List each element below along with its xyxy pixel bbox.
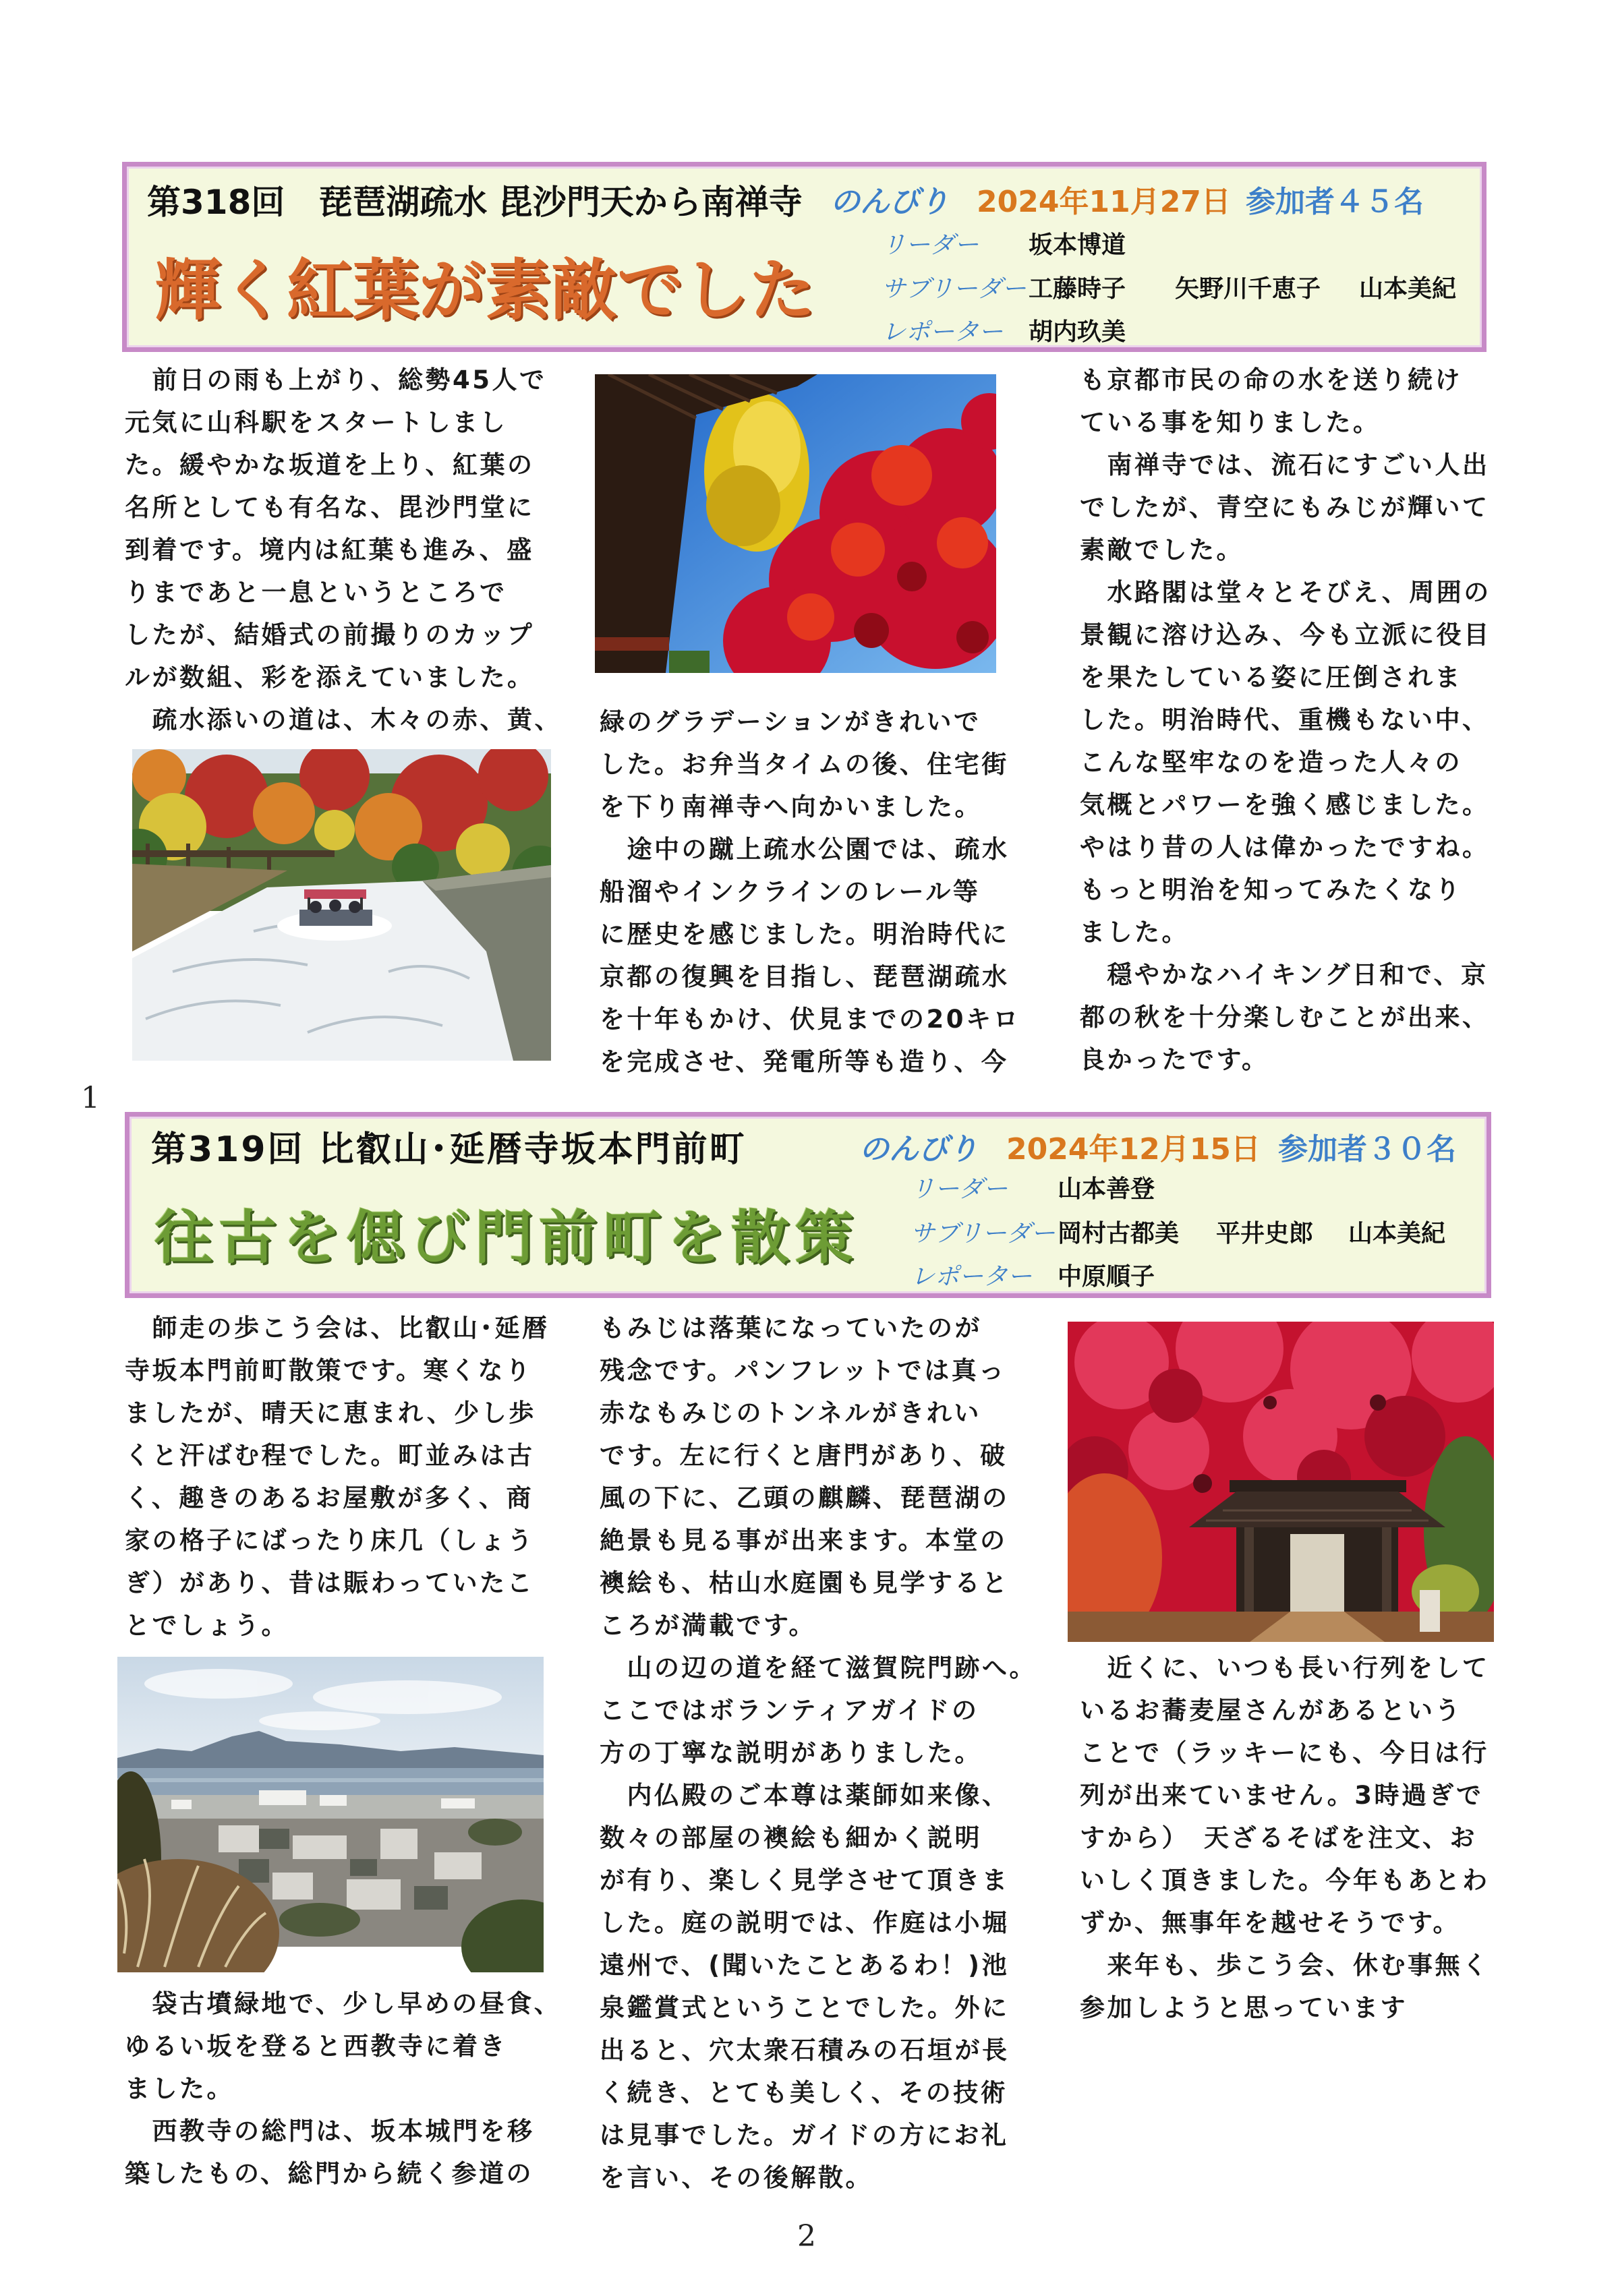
sub-leader-name: 岡村古都美 (1058, 1220, 1180, 1247)
text-line: やはり昔の人は偉かったですね。 (1080, 833, 1490, 862)
text-line: 到着です。境内は紅葉も進み、盛 (125, 535, 534, 564)
reporter-name: 胡内玖美 (1029, 318, 1126, 346)
text-line: 水路閣は堂々とそびえ、周囲の (1080, 578, 1491, 607)
text-line: りまであと一息というところで (125, 578, 507, 607)
text-line: ことで（ラッキーにも、今日は行 (1080, 1738, 1489, 1767)
text-line: ました。 (125, 2074, 234, 2103)
text-line: もっと明治を知ってみたくなり (1080, 875, 1462, 904)
article-1-participants: 参加者４５名 (1246, 185, 1424, 219)
article-2-date: 2024年12月15日 (1006, 1132, 1261, 1167)
text-line: 山の辺の道を経て滋賀院門跡へ。 (600, 1653, 1037, 1682)
sub-leader-name: 山本美紀 (1348, 1220, 1446, 1247)
text-line: を下り南禅寺へ向かいました。 (600, 792, 982, 821)
article-2-column-2-text (600, 1307, 1065, 2199)
text-line: ましたが、晴天に恵まれ、少し歩 (125, 1399, 536, 1427)
text-line: 西教寺の総門は、坂本城門を移 (125, 2117, 535, 2146)
text-line: 景観に溶け込み、今も立派に役目 (1080, 620, 1491, 649)
reporter-label: レポーター (882, 318, 1004, 346)
text-line: 参加しようと思っています (1080, 1993, 1408, 2022)
sub-leader-name: 矢野川千恵子 (1175, 275, 1321, 303)
reporter-name: 中原順子 (1058, 1263, 1155, 1291)
photo-maple-gate (1068, 1322, 1494, 1642)
text-line: いしく頂きました。今年もあとわ (1080, 1866, 1490, 1895)
text-line: 数々の部屋の襖絵も細かく説明 (600, 1823, 982, 1852)
article-2-pace: のんびり (859, 1132, 978, 1167)
text-line: 気概とパワーを強く感じました。 (1080, 790, 1490, 819)
text-line: 泉鑑賞式ということでした。外に (600, 1993, 1010, 2022)
text-line: 絶景も見る事が出来ます。本堂の (600, 1526, 1008, 1555)
text-line: ここではボランティアガイドの (600, 1696, 979, 1725)
canal-boat-image (132, 749, 551, 1061)
text-line: したが、結婚式の前撮りのカップ (125, 620, 535, 649)
text-line: でしたが、青空にもみじが輝いて (1080, 493, 1490, 522)
text-line: です。左に行くと唐門があり、破 (600, 1441, 1008, 1470)
text-line: く、趣きのあるお屋敷が多く、商 (125, 1483, 534, 1512)
article-2-column-1-text-bottom (125, 1982, 590, 2195)
photo-temple-autumn-leaves (595, 374, 996, 673)
article-2-participants: 参加者３０名 (1278, 1132, 1456, 1167)
article-1-heading: 第318回 琵琶湖疏水 毘沙門天から南禅寺 (147, 183, 803, 222)
text-line: 寺坂本門前町散策です。寒くなり (125, 1356, 533, 1385)
text-line: を言い、その後解散。 (600, 2163, 873, 2192)
text-line: ずか、無事年を越せそうです。 (1080, 1908, 1461, 1937)
text-line: 穏やかなハイキング日和で、京 (1080, 960, 1489, 989)
text-line: とでしょう。 (125, 1611, 289, 1640)
article-2-column-1-text-top (125, 1307, 590, 1647)
leader-label: リーダー (911, 1175, 1008, 1203)
article-2-title: 往古を偲び門前町を散策 (154, 1204, 859, 1272)
text-line: 京都の復興を目指し、琵琶湖疏水 (600, 962, 1010, 991)
text-line: を完成させ、発電所等も造り、今 (600, 1047, 1009, 1076)
article-2-heading: 第319回 比叡山･延暦寺坂本門前町 (151, 1129, 747, 1170)
photo-lake-view (117, 1657, 544, 1972)
text-line: ころが満載です。 (600, 1611, 817, 1640)
article-2-header-box (125, 1112, 1491, 1298)
text-line: 元気に山科駅をスタートしまし (125, 408, 507, 437)
lake-town-image (117, 1657, 544, 1972)
reporter-label: レポーター (911, 1263, 1033, 1291)
text-line: 袋古墳緑地で、少し早めの昼食、 (125, 1989, 562, 2018)
sub-leader-label: サブリーダー (882, 275, 1027, 303)
text-line: 良かったです。 (1080, 1045, 1269, 1074)
article-1-title: 輝く紅葉が素敵でした (154, 252, 816, 329)
maple-gate-image (1068, 1322, 1494, 1642)
text-line: は見事でした。ガイドの方にお礼 (600, 2121, 1009, 2150)
text-line: 築したもの、総門から続く参道の (125, 2159, 534, 2188)
leader-name: 坂本博道 (1029, 231, 1126, 259)
text-line: こんな堅牢なのを造った人々の (1080, 748, 1462, 777)
text-line: を果たしている姿に圧倒されま (1080, 663, 1462, 692)
text-line: 前日の雨も上がり、総勢45人で (125, 365, 547, 394)
article-2-column-3-text (1080, 1647, 1545, 2029)
photo-canal-boat (132, 749, 551, 1061)
article-1-pace: のんびり (830, 185, 949, 219)
page-number-2: 2 (797, 2219, 816, 2254)
text-line: 来年も、歩こう会、休む事無く (1080, 1951, 1490, 1980)
text-line: もみじは落葉になっていたのが (600, 1314, 982, 1343)
sub-leader-name: 工藤時子 (1029, 275, 1126, 303)
text-line: 方の丁寧な説明がありました。 (600, 1738, 982, 1767)
text-line: 風の下に、乙頭の麒麟、琵琶湖の (600, 1483, 1010, 1512)
text-line: 名所としても有名な、毘沙門堂に (125, 493, 535, 522)
text-line: いるお蕎麦屋さんがあるという (1080, 1696, 1462, 1725)
article-1-column-2-text (600, 701, 1065, 1083)
text-line: に歴史を感じました。明治時代に (600, 920, 1010, 949)
text-line: く続き、とても美しく、その技術 (600, 2078, 1008, 2107)
sub-leader-name: 山本美紀 (1359, 275, 1457, 303)
text-line: 途中の蹴上疏水公園では、疏水 (600, 835, 1010, 864)
text-line: 出ると、穴太衆石積みの石垣が長 (600, 2036, 1010, 2065)
text-line: くと汗ばむ程でした。町並みは古 (125, 1441, 535, 1470)
sub-leader-label: サブリーダー (911, 1220, 1056, 1247)
text-line: ルが数組、彩を添えていました。 (125, 663, 535, 692)
leader-label: リーダー (882, 231, 979, 259)
text-line: すから） 天ざるそばを注文、お (1080, 1823, 1477, 1852)
text-line: た。緩やかな坂道を上り、紅葉の (125, 450, 535, 479)
text-line: 列が出来ていません。3時過ぎで (1080, 1781, 1484, 1810)
leader-name: 山本善登 (1058, 1175, 1155, 1203)
text-line: 疏水添いの道は、木々の赤、黄、 (125, 705, 562, 734)
text-line: ゆるい坂を登ると西教寺に着き (125, 2032, 507, 2061)
text-line: を十年もかけ、伏見までの20キロ (600, 1005, 1021, 1034)
text-line: した。明治時代、重機もない中、 (1080, 705, 1490, 734)
page-number-1: 1 (81, 1081, 100, 1115)
text-line: 近くに、いつも長い行列をして (1080, 1653, 1490, 1682)
text-line: 船溜やインクラインのレール等 (600, 877, 981, 906)
article-1-column-3-text (1080, 359, 1545, 1081)
text-line: した。庭の説明では、作庭は小堀 (600, 1908, 1010, 1937)
text-line: 緑のグラデーションがきれいで (600, 707, 981, 736)
article-1-column-1-text (125, 359, 590, 741)
text-line: ぎ）があり、昔は賑わっていたこ (125, 1568, 535, 1597)
text-line: 残念です。パンフレットでは真っ (600, 1356, 1006, 1385)
text-line: 赤なもみじのトンネルがきれい (600, 1399, 981, 1427)
text-line: 南禅寺では、流石にすごい人出 (1080, 450, 1490, 479)
temple-maple-image (595, 374, 996, 673)
text-line: 師走の歩こう会は、比叡山･延暦 (125, 1314, 550, 1343)
text-line: 都の秋を十分楽しむことが出来、 (1080, 1003, 1490, 1032)
text-line: 遠州で、(聞いたことあるわ！)池 (600, 1951, 1010, 1980)
text-line: 家の格子にばったり床几（しょう (125, 1526, 535, 1555)
sub-leader-name: 平井史郎 (1216, 1220, 1314, 1247)
text-line: が有り、楽しく見学させて頂きま (600, 1866, 1010, 1895)
text-line: 襖絵も、枯山水庭園も見学すると (600, 1568, 1010, 1597)
text-line: 素敵でした。 (1080, 535, 1244, 564)
text-line: 内仏殿のご本尊は薬師如来像、 (600, 1781, 1010, 1810)
article-1-header-box (122, 162, 1487, 352)
article-1-date: 2024年11月27日 (977, 185, 1231, 219)
text-line: も京都市民の命の水を送り続け (1080, 365, 1462, 394)
text-line: した。お弁当タイムの後、住宅街 (600, 750, 1009, 779)
text-line: ました。 (1080, 918, 1189, 947)
text-line: ている事を知りました。 (1080, 408, 1381, 437)
